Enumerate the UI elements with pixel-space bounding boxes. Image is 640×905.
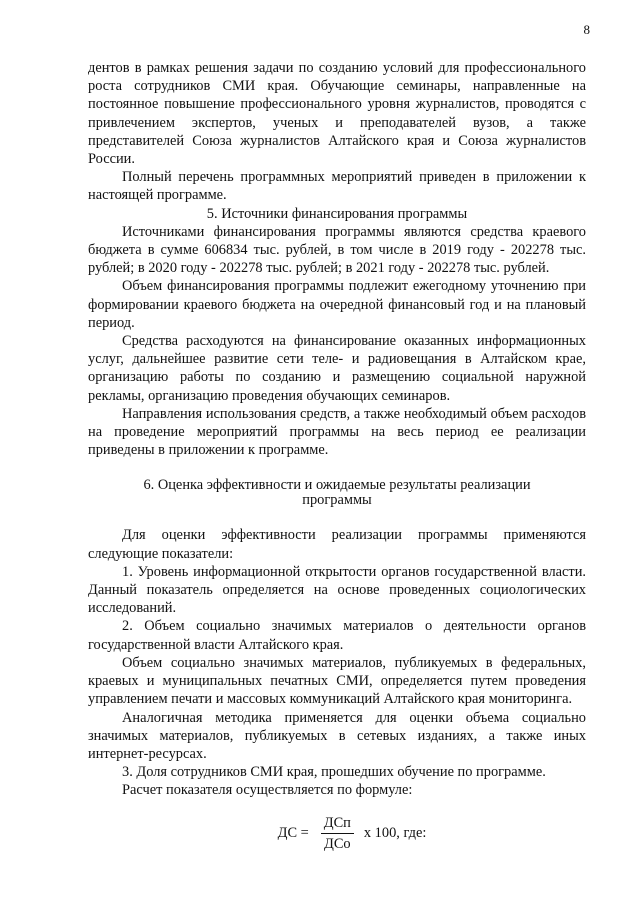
paragraph: Объем социально значимых материалов, публикуемых в федеральных, краевых и муниципальных печатных СМИ, определяется путем проведения управлением печати и массовых коммуникаций Алтайского края мониторинга. xyxy=(88,654,586,708)
paragraph: Полный перечень программных мероприятий приведен в приложении к настоящей программе. xyxy=(88,169,586,204)
paragraph: 3. Доля сотрудников СМИ края, прошедших обучение по программе. xyxy=(122,764,546,781)
paragraph: Для оценки эффективности реализации программы применяются следующие показатели: xyxy=(88,527,586,562)
paragraph: Объем финансирования программы подлежит ежегодному уточнению при формировании краевого бюджета на очередной финансовый год и на плановый период. xyxy=(88,278,586,331)
formula-rhs: х 100, где: xyxy=(363,825,427,842)
document-body xyxy=(88,59,586,853)
paragraph: Средства расходуются на финансирование оказанных информационных услуг, дальнейшее развитие сети теле- и радиовещания в Алтайском крае, организацию работы по созданию и размещению социальной наружной рекламы, организацию проведения обучающих семинаров. xyxy=(88,333,586,404)
formula-numerator: ДСп xyxy=(321,814,354,834)
formula-fraction xyxy=(321,814,354,853)
paragraph: Источниками финансирования программы являются средства краевого бюджета в сумме 606834 тыс. рублей, в том числе в 2019 году - 202278 тыс. рублей; в 2020 году - 202278 тыс. рублей; в 2021 году - 202278 тыс. рублей. xyxy=(88,223,586,277)
section-heading-5: 5. Источники финансирования программы xyxy=(206,205,468,222)
paragraph: 1. Уровень информационной открытости органов государственной власти. Данный показатель определяется на основе проведенных социологических исследований. xyxy=(88,563,586,617)
paragraph: 2. Объем социально значимых материалов о деятельности органов государственной власти Алтайского края. xyxy=(88,618,586,653)
section-heading-6 xyxy=(88,478,586,508)
section-heading-6-line1: 6. Оценка эффективности и ожидаемые результаты реализации xyxy=(143,477,531,494)
paragraph: Направления использования средств, а также необходимый объем расходов на проведение мероприятий программы на весь период ее реализации приведены в приложении к программе. xyxy=(88,405,586,459)
paragraph: Расчет показателя осуществляется по формуле: xyxy=(122,782,413,799)
formula xyxy=(88,814,586,853)
paragraph: Аналогичная методика применяется для оценки объема социально значимых материалов, публикуемых в сетевых изданиях, а также иных интернет-ресурсах. xyxy=(88,709,586,762)
section-heading-6-line2: программы xyxy=(302,492,372,509)
page-number: 8 xyxy=(583,22,590,37)
paragraph: дентов в рамках решения задачи по созданию условий для профессионального роста сотрудников СМИ края. Обучающие семинары, направленные на постоянное повышение профессионального уровня журналистов, проводятся с привлечением экспертов, ученых и преподавателей вузов, а также представителей Союза журналистов Алтайского края и Союза журналистов России. xyxy=(88,60,586,168)
formula-denominator: ДСо xyxy=(324,835,351,852)
formula-lhs: ДС = xyxy=(277,825,309,842)
